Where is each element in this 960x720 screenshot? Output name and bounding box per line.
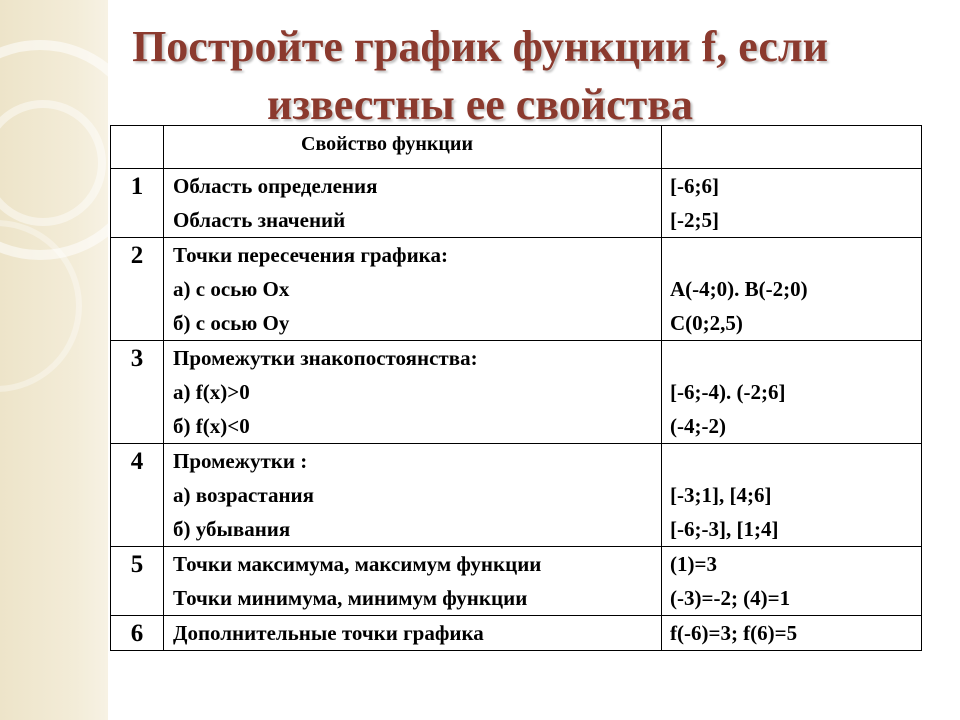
table-header-row [111, 126, 922, 169]
value-line: [-6;-3], [1;4] [670, 517, 779, 541]
value-line: [-6;-4). (-2;6] [670, 380, 786, 404]
property-line: Точки минимума, минимум функции [173, 586, 528, 610]
property-line: б) с осью Оу [173, 311, 290, 335]
value-line [670, 341, 921, 375]
property-line: Промежутки : [173, 449, 308, 473]
row-number: 5 [111, 547, 164, 616]
property-line: Область определения [173, 174, 378, 198]
table-row [111, 341, 922, 444]
value-line: [-2;5] [670, 208, 719, 232]
value-line: [-6;6] [670, 174, 719, 198]
property-line: Точки пересечения графика: [173, 243, 448, 267]
value-line [670, 444, 921, 478]
property-line: а) с осью Ох [173, 277, 290, 301]
properties-table [110, 125, 922, 651]
value-cell [662, 169, 922, 238]
value-cell [662, 616, 922, 651]
row-number: 3 [111, 341, 164, 444]
property-line: б) f(x)<0 [173, 414, 250, 438]
table-row [111, 238, 922, 341]
property-line: Область значений [173, 208, 346, 232]
value-line: С(0;2,5) [670, 311, 743, 335]
value-line: (-4;-2) [670, 414, 726, 438]
header-property-cell [164, 126, 662, 169]
property-line: б) убывания [173, 517, 291, 541]
table-row [111, 169, 922, 238]
row-number: 1 [111, 169, 164, 238]
value-line: (-3)=-2; (4)=1 [670, 586, 791, 610]
header-value-cell [662, 126, 922, 169]
row-number: 6 [111, 616, 164, 651]
value-cell [662, 444, 922, 547]
property-cell [164, 616, 662, 651]
property-line: а) возрастания [173, 483, 315, 507]
property-cell [164, 444, 662, 547]
property-cell [164, 169, 662, 238]
title-line-2: известны ее свойства [266, 80, 693, 129]
property-line: Точки максимума, максимум функции [173, 552, 542, 576]
property-line: а) f(x)>0 [173, 380, 250, 404]
row-number: 4 [111, 444, 164, 547]
header-num-cell [111, 126, 164, 169]
value-cell [662, 547, 922, 616]
property-cell [164, 341, 662, 444]
row-number: 2 [111, 238, 164, 341]
value-line: А(-4;0). В(-2;0) [670, 277, 808, 301]
slide-title [0, 18, 960, 134]
value-cell [662, 238, 922, 341]
table-row [111, 444, 922, 547]
property-line: Дополнительные точки графика [173, 621, 484, 645]
value-cell [662, 341, 922, 444]
property-cell [164, 547, 662, 616]
property-line: Промежутки знакопостоянства: [173, 346, 478, 370]
value-line: (1)=3 [670, 552, 717, 576]
table-row [111, 547, 922, 616]
table-header-label: Свойство функции [301, 133, 473, 155]
title-line-1: Постройте график функции f, если [132, 22, 828, 71]
table-row [111, 616, 922, 651]
value-line [670, 238, 921, 272]
value-line: [-3;1], [4;6] [670, 483, 772, 507]
property-cell [164, 238, 662, 341]
value-line: f(-6)=3; f(6)=5 [670, 621, 798, 645]
